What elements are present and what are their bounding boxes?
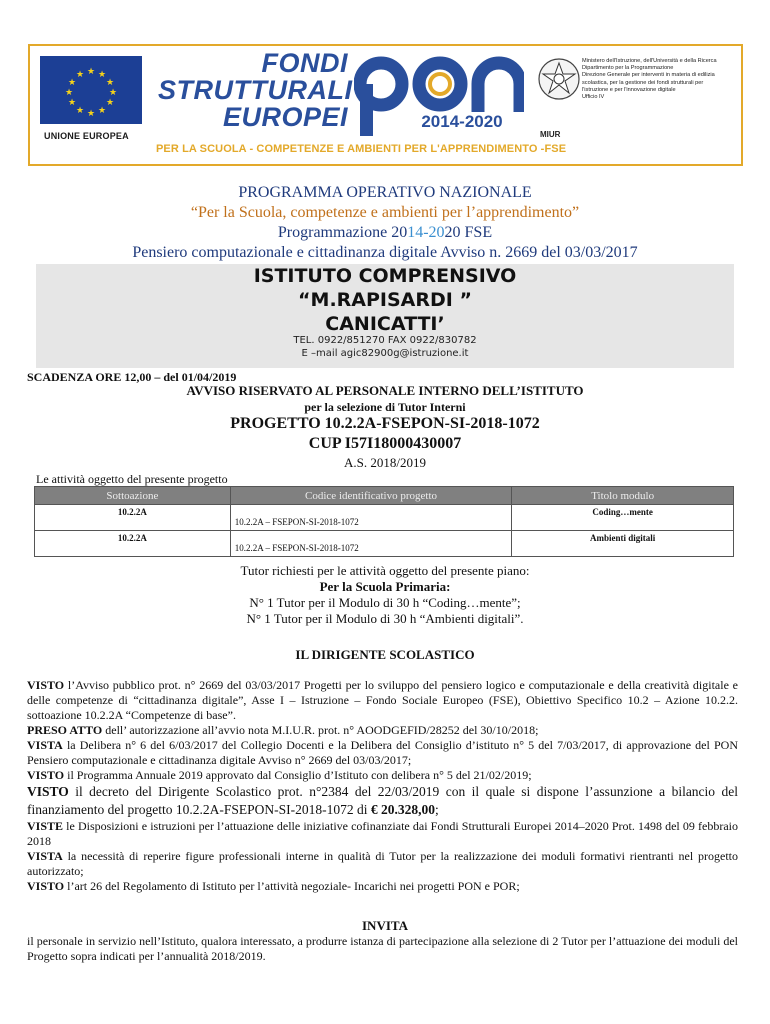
svg-text:★: ★ xyxy=(75,69,85,79)
eu-stars-icon xyxy=(40,56,142,124)
eu-flag-icon xyxy=(40,56,142,124)
svg-text:★: ★ xyxy=(105,77,115,87)
institute-phone-fax: TEL. 0922/851270 FAX 0922/830782 xyxy=(293,335,477,346)
invita-heading: INVITA xyxy=(362,918,408,933)
svg-text:★: ★ xyxy=(67,77,77,87)
pon-years: 2014-2020 xyxy=(421,112,503,131)
considerations xyxy=(27,678,738,894)
consideration-item: VISTO l’art 26 del Regolamento di Istituto per l’attività negoziale- Incarichi nei progetti PON e POR; xyxy=(27,879,520,893)
consideration-item: PRESO ATTO dell’ autorizzazione all’avvio nota M.I.U.R. prot. n° AOODGEFID/28252 del 30/10/2018; xyxy=(27,723,539,737)
program-title: PROGRAMMA OPERATIVO NAZIONALE xyxy=(238,184,532,201)
table-header-row xyxy=(35,487,734,505)
institute-email: E –mail agic82900g@istruzione.it xyxy=(301,348,469,359)
tutors-item-1: N° 1 Tutor per il Modulo di 30 h “Coding…mente”; xyxy=(249,595,521,610)
notice-title: AVVISO RISERVATO AL PERSONALE INTERNO DELL’ISTITUTO xyxy=(186,383,584,398)
notice-subtitle: per la selezione di Tutor Interni xyxy=(304,400,466,414)
col-sottoazione: Sottoazione xyxy=(35,487,231,505)
cup-code: CUP I57I18000430007 xyxy=(308,435,462,452)
program-avviso: Pensiero computazionale e cittadinanza digitale Avviso n. 2669 del 03/03/2017 xyxy=(132,244,638,261)
program-motto: “Per la Scuola, competenze e ambienti per l’apprendimento” xyxy=(190,204,580,221)
school-year: A.S. 2018/2019 xyxy=(344,455,426,470)
consideration-item: VISTO il Programma Annuale 2019 approvato dal Consiglio d’Istituto con delibera n° 5 del 21/02/2019; xyxy=(27,768,532,782)
fondi-strutturali-logo: FONDI STRUTTURALI EUROPEI xyxy=(158,48,353,132)
cell-codice: 10.2.2A – FSEPON-SI-2018-1072 xyxy=(230,505,512,531)
svg-text:★: ★ xyxy=(86,66,96,76)
pon-banner xyxy=(28,44,743,166)
svg-text:★: ★ xyxy=(86,108,96,118)
eu-label: UNIONE EUROPEA xyxy=(44,131,129,141)
program-period: Programmazione 2014-2020 FSE xyxy=(277,224,493,241)
italian-republic-emblem-icon xyxy=(536,56,582,102)
table-row xyxy=(35,531,734,557)
institute-name: ISTITUTO COMPRENSIVO “M.RAPISARDI ” CANICATTI’ xyxy=(253,265,517,335)
tutors-intro: Tutor richiesti per le attività oggetto del presente piano: xyxy=(240,563,530,578)
consideration-item: VISTE le Disposizioni e istruzioni per l’attuazione delle iniziative cofinanziate dai Fondi Strutturali Europei 2014–2020 Prot. 1498 del 09 febbraio 2018 xyxy=(27,819,738,848)
miur-label: MIUR xyxy=(540,130,561,139)
activities-note: Le attività oggetto del presente progetto xyxy=(36,472,228,486)
consideration-item: VISTA la necessità di reperire figure professionali interne in qualità di Tutor per la realizzazione dei moduli formativi rientranti nel progetto autorizzato; xyxy=(27,849,738,878)
col-codice: Codice identificativo progetto xyxy=(230,487,512,505)
cell-titolo: Ambienti digitali xyxy=(512,531,734,557)
cell-sottoazione: 10.2.2A xyxy=(35,531,231,557)
tutors-item-2: N° 1 Tutor per il Modulo di 30 h “Ambienti digitali”. xyxy=(246,611,524,626)
svg-text:★: ★ xyxy=(75,105,85,115)
cell-titolo: Coding…mente xyxy=(512,505,734,531)
dirigente-heading: IL DIRIGENTE SCOLASTICO xyxy=(295,647,475,662)
fse-tagline: PER LA SCUOLA - COMPETENZE E AMBIENTI PER L'APPRENDIMENTO -FSE xyxy=(156,143,567,155)
svg-text:★: ★ xyxy=(108,87,118,97)
tutors-school: Per la Scuola Primaria: xyxy=(319,579,451,594)
program-heading xyxy=(0,183,770,263)
table-row xyxy=(35,505,734,531)
consideration-item: VISTO il decreto del Dirigente Scolastico prot. n°2384 del 22/03/2019 con il quale si dispone l’assunzione a bilancio del finanziamento del progetto 10.2.2A-FSEPON-SI-2018-1072 di € 20.328,00; xyxy=(27,784,738,817)
modules-table xyxy=(34,486,734,557)
svg-text:★: ★ xyxy=(64,87,74,97)
deadline: SCADENZA ORE 12,00 – del 01/04/2019 xyxy=(27,370,237,384)
svg-text:★: ★ xyxy=(97,105,107,115)
project-code: PROGETTO 10.2.2A-FSEPON-SI-2018-1072 xyxy=(230,415,540,432)
institute-header xyxy=(36,264,734,368)
col-titolo: Titolo modulo xyxy=(512,487,734,505)
cell-codice: 10.2.2A – FSEPON-SI-2018-1072 xyxy=(230,531,512,557)
invita-text: il personale in servizio nell’Istituto, qualora interessato, a produrre istanza di partecipazione alla selezione di 2 Tutor per l’attuazione dei moduli del Progetto sopra indicati per l’annualità 2018/2019. xyxy=(27,934,738,963)
svg-text:★: ★ xyxy=(97,69,107,79)
miur-department-text: Ministero dell'Istruzione, dell'Università e della Ricerca Dipartimento per la Programmazione Direzione Generale per interventi in materia di edilizia scolastica, per la gestione dei fondi strutturali per l'istruzione e per l'innovazione digitale Ufficio IV xyxy=(582,58,717,101)
consideration-item: VISTO l’Avviso pubblico prot. n° 2669 del 03/03/2017 Progetti per lo sviluppo del pensiero logico e computazionale e della creatività digitale e delle competenze di “cittadinanza digitale”, Asse I – Istruzione – Fondo Sociale Europeo (FSE), Obiettivo Specifico 10.2 – Azione 10.2.2. sottoazione 10.2.2A “Competenze di base”. xyxy=(27,678,738,722)
cell-sottoazione: 10.2.2A xyxy=(35,505,231,531)
consideration-item: VISTA la Delibera n° 6 del 6/03/2017 del Collegio Docenti e la Delibera del Consiglio d’istituto n° 5 del 7/03/2017, di approvazione del PON Pensiero computazionale e cittadinanza digitale Avviso n° 2669 del 03/03/2017; xyxy=(27,738,738,767)
institute-contacts xyxy=(36,334,734,360)
svg-text:★: ★ xyxy=(67,97,77,107)
svg-text:★: ★ xyxy=(105,97,115,107)
